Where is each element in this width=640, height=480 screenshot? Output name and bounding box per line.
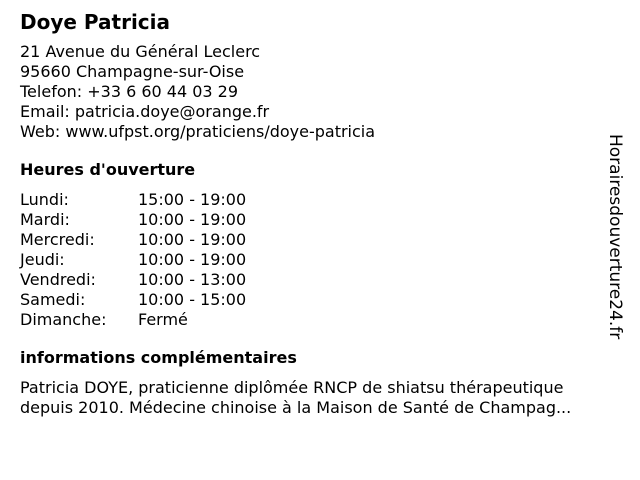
email-line: Email: patricia.doye@orange.fr xyxy=(20,102,270,121)
opening-hours-table xyxy=(20,190,615,330)
additional-info-heading: informations complémentaires xyxy=(20,348,297,367)
hours-day: Jeudi: xyxy=(20,250,65,269)
contact-block xyxy=(20,42,615,142)
hours-time: 10:00 - 19:00 xyxy=(138,250,247,269)
hours-row-wednesday xyxy=(20,230,615,250)
hours-time: 10:00 - 15:00 xyxy=(138,290,247,309)
hours-time: 10:00 - 19:00 xyxy=(138,230,247,249)
hours-day: Dimanche: xyxy=(20,310,107,329)
hours-time: 10:00 - 19:00 xyxy=(138,210,247,229)
hours-row-thursday xyxy=(20,250,615,270)
phone-line: Telefon: +33 6 60 44 03 29 xyxy=(20,82,239,101)
site-watermark: Horairesdouverture24.fr xyxy=(605,134,625,340)
additional-info-text xyxy=(20,378,615,418)
hours-day: Vendredi: xyxy=(20,270,96,289)
hours-day: Samedi: xyxy=(20,290,86,309)
info-line-2: depuis 2010. Médecine chinoise à la Maison de Santé de Champag... xyxy=(20,398,572,417)
hours-row-monday xyxy=(20,190,615,210)
hours-row-sunday xyxy=(20,310,615,330)
address-line-1: 21 Avenue du Général Leclerc xyxy=(20,42,261,61)
hours-row-friday xyxy=(20,270,615,290)
address-line-2: 95660 Champagne-sur-Oise xyxy=(20,62,245,81)
info-line-1: Patricia DOYE, praticienne diplômée RNCP de shiatsu thérapeutique xyxy=(20,378,564,397)
hours-time: Fermé xyxy=(138,310,188,329)
opening-hours-heading: Heures d'ouverture xyxy=(20,160,196,179)
hours-day: Mercredi: xyxy=(20,230,95,249)
hours-day: Lundi: xyxy=(20,190,69,209)
hours-time: 15:00 - 19:00 xyxy=(138,190,247,209)
web-line: Web: www.ufpst.org/praticiens/doye-patricia xyxy=(20,122,376,141)
hours-time: 10:00 - 13:00 xyxy=(138,270,247,289)
hours-row-saturday xyxy=(20,290,615,310)
business-name: Doye Patricia xyxy=(20,10,171,34)
hours-row-tuesday xyxy=(20,210,615,230)
business-card xyxy=(20,10,615,418)
hours-day: Mardi: xyxy=(20,210,70,229)
